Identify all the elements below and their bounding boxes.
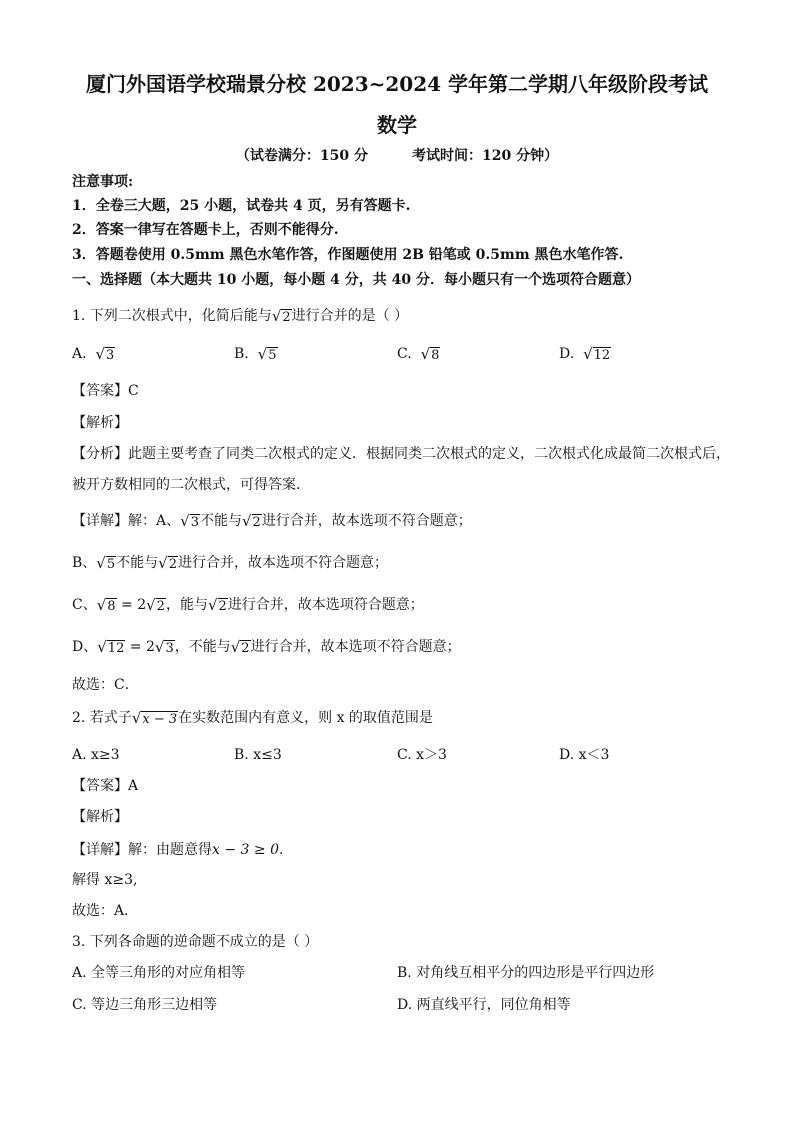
exam-time: 考试时间：120 分钟） (412, 148, 559, 164)
q1-option-b: B. √ 5 (234, 344, 277, 363)
subject-title: 数学 (377, 113, 417, 137)
q3-option-b: B. 对角线互相平分的四边形是平行四边形 (397, 965, 655, 981)
q2-stem: 2. 若式子 √ x − 3 在实数范围内有意义，则 x 的取值范围是 (72, 708, 433, 727)
q2-detail: 【详解】解：由题意得x − 3 ≥ 0. (72, 842, 284, 858)
q2-choose: 故选：A． (72, 903, 139, 919)
q2-answer: 【答案】A (72, 778, 139, 794)
q2-option-a: A. x≥3 (72, 747, 120, 763)
notes-heading: 注意事项: (72, 174, 134, 190)
q3-option-d: D. 两直线平行，同位角相等 (397, 997, 571, 1013)
full-score: （试卷满分：150 分 (235, 148, 368, 164)
q1-choose: 故选：C． (72, 677, 139, 693)
q2-option-b: B. x≤3 (234, 747, 282, 763)
exam-meta (0, 146, 794, 166)
q2-analysis-label: 【解析】 (72, 809, 128, 825)
q3-option-a: A. 全等三角形的对应角相等 (72, 965, 246, 981)
q1-fenxi: 【分析】此题主要考查了同类二次根式的定义．根据同类二次根式的定义，二次根式化成最简二次根式后， (72, 446, 730, 462)
q3-option-c: C. 等边三角形三边相等 (72, 997, 218, 1013)
q1-detail-d: D、 √ 12 = 2 √ 3 ，不能与 √ 2 进行合并，故本选项不符合题意； (72, 637, 461, 656)
q1-stem: 1. 下列二次根式中，化简后能与 √ 2 进行合并的是（ ） (72, 306, 409, 325)
q1-analysis-label: 【解析】 (72, 415, 128, 431)
section-1-heading: 一、选择题（本大题共 10 小题，每小题 4 分，共 40 分．每小题只有一个选项符合题意） (72, 272, 640, 288)
q2-option-d: D. x＜3 (559, 747, 610, 763)
q1-detail-b: B、 √ 5 不能与 √ 2 进行合并，故本选项不符合题意； (72, 553, 388, 572)
q3-stem: 3. 下列各命题的逆命题不成立的是（ ） (72, 934, 319, 950)
q1-detail-c: C、 √ 8 = 2 √ 2 ，能与 √ 2 进行合并，故本选项符合题意； (72, 595, 424, 614)
q1-detail-a: 【详解】解：A、 √ 3 不能与 √ 2 进行合并，故本选项不符合题意； (72, 511, 472, 530)
q1-answer: 【答案】C (72, 383, 139, 399)
q2-option-c: C. x＞3 (397, 747, 447, 763)
note-3: 3．答题卷使用 0.5mm 黑色水笔作答，作图题使用 2B 铅笔或 0.5mm 黑色水笔作答. (72, 247, 624, 263)
note-2: 2．答案一律写在答题卡上，否则不能得分. (72, 222, 339, 238)
q1-option-c: C. √ 8 (397, 344, 440, 363)
q1-fenxi-2: 被开方数相同的二次根式，可得答案． (72, 477, 310, 493)
q1-option-a: A. √ 3 (72, 344, 115, 363)
q2-solve: 解得 x≥3, (72, 872, 138, 888)
note-1: 1．全卷三大题，25 小题，试卷共 4 页，另有答题卡. (72, 198, 411, 214)
q1-option-d: D. √ 12 (559, 344, 611, 363)
exam-title: 厦门外国语学校瑞景分校 2023~2024 学年第二学期八年级阶段考试 (85, 72, 708, 96)
sqrt2: √ 2 (271, 306, 291, 325)
